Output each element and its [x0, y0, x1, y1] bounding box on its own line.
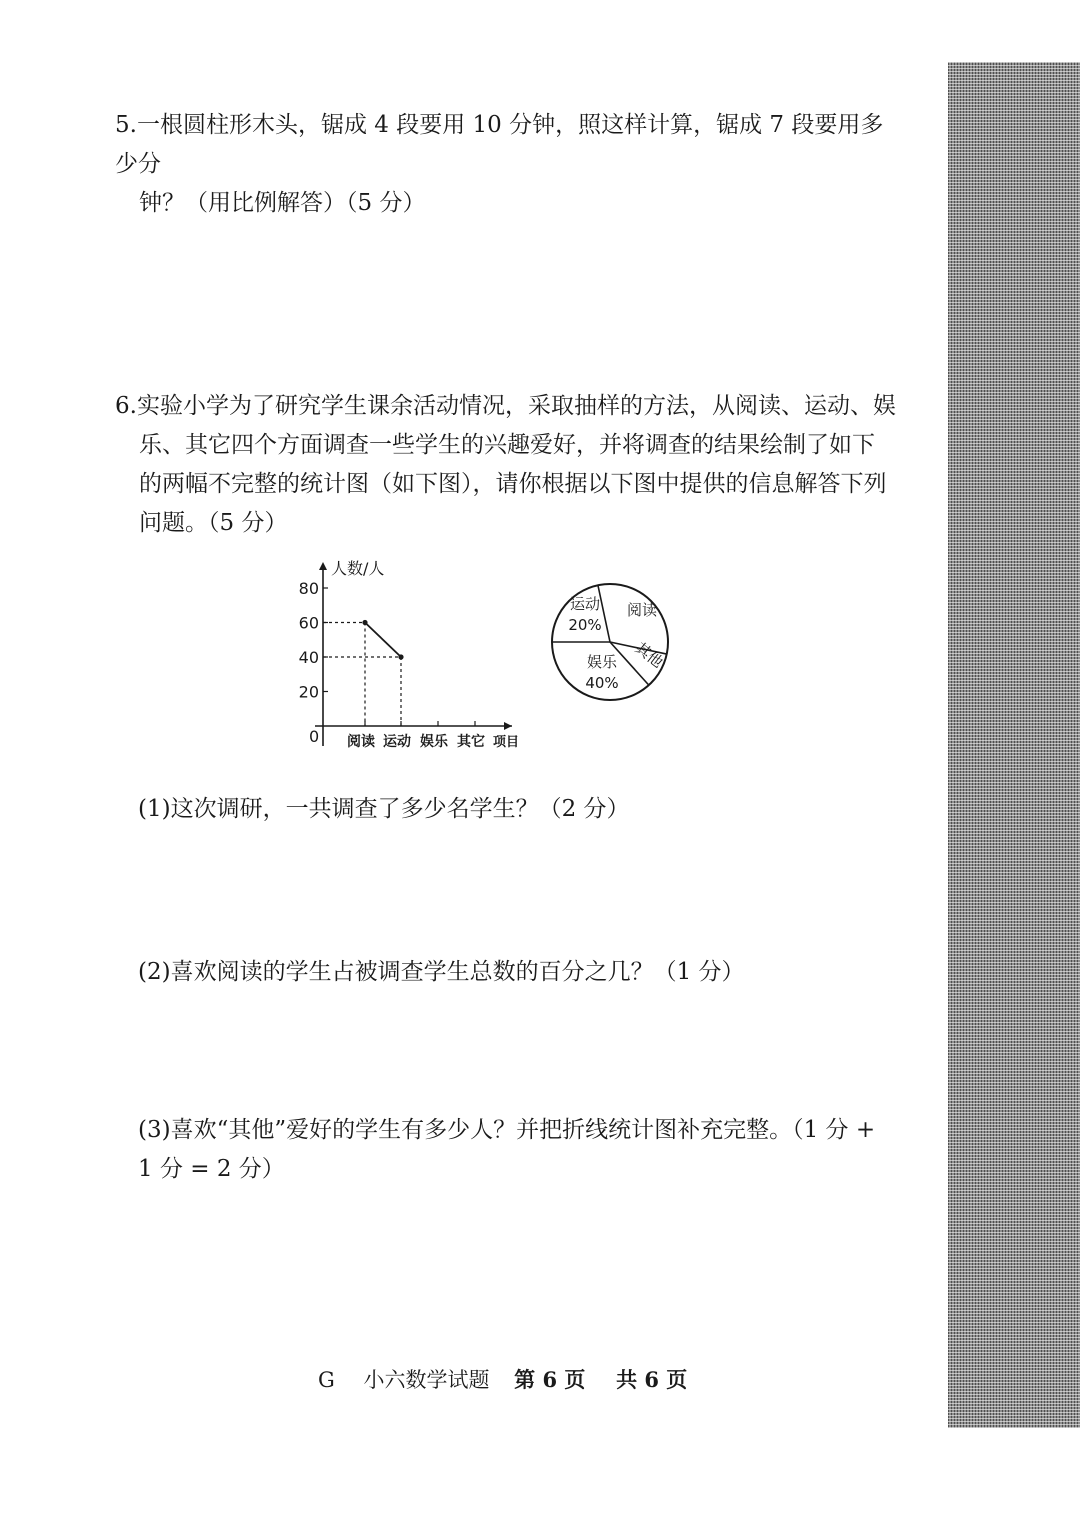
q6-sub-1: (1)这次调研，一共调查了多少名学生？（2 分）: [138, 796, 630, 822]
pie-slice-value-label: 40%: [585, 674, 619, 692]
x-axis-label: 项目: [493, 735, 520, 750]
q6-line-1: 6.实验小学为了研究学生课余活动情况，采取抽样的方法，从阅读、运动、娱: [115, 393, 896, 419]
scan-edge-strip: [948, 62, 1080, 1428]
pie-slice-value-label: 20%: [568, 616, 602, 634]
q6-line-4: 问题。（5 分）: [139, 510, 288, 536]
q6-line-2: 乐、其它四个方面调查一些学生的兴趣爱好，并将调查的结果绘制了如下: [139, 432, 875, 458]
x-tick-label: 娱乐: [420, 734, 448, 750]
page-footer: [318, 1364, 687, 1394]
footer-total: 共 6 页: [616, 1367, 688, 1392]
x-axis-arrow: [504, 722, 512, 730]
pie-slice-label: 阅读: [626, 601, 658, 619]
y-tick-label: 40: [298, 648, 319, 667]
footer-letter: G: [318, 1368, 335, 1392]
data-point: [398, 654, 403, 659]
q5-number: 5.: [115, 112, 137, 138]
q5-line-1: 5.一根圆柱形木头，锯成 4 段要用 10 分钟，照这样计算，锯成 7 段要用多少分: [115, 112, 884, 177]
y-tick-label: 20: [298, 682, 319, 702]
series-line: [365, 623, 401, 658]
pie-slice-label: 其他: [631, 638, 667, 672]
data-point: [362, 620, 367, 625]
footer-page: 第 6 页: [514, 1367, 586, 1392]
pie-slice-label: 娱乐: [586, 653, 618, 671]
q5-line-2: 钟？（用比例解答）（5 分）: [139, 190, 426, 216]
origin-label: 0: [309, 727, 320, 746]
q6-sub-3-line-1: (3)喜欢“其他”爱好的学生有多少人？并把折线统计图补充完整。（1 分 +: [138, 1117, 876, 1143]
y-tick-label: 80: [298, 579, 319, 598]
line-chart: [290, 552, 530, 757]
x-tick-label: 阅读: [347, 734, 375, 750]
q6-number: 6.: [115, 393, 137, 419]
pie-slice-label: 运动: [569, 595, 601, 613]
question-6: [115, 387, 905, 543]
x-tick-label: 运动: [383, 734, 411, 750]
q6-sub-3: [138, 1111, 908, 1189]
q6-sub-3-line-2: 1 分 = 2 分）: [138, 1156, 285, 1182]
footer-title: 小六数学试题: [363, 1368, 490, 1392]
q6-sub-2: (2)喜欢阅读的学生占被调查学生总数的百分之几？（1 分）: [138, 959, 745, 985]
question-5: [115, 106, 905, 223]
x-tick-label: 其它: [457, 734, 485, 750]
pie-chart: [545, 570, 675, 720]
y-tick-label: 60: [298, 613, 319, 633]
y-axis-arrow: [319, 562, 327, 570]
q6-line-3: 的两幅不完整的统计图（如下图），请你根据以下图中提供的信息解答下列: [139, 471, 887, 497]
y-axis-label: 人数/人: [331, 559, 385, 578]
